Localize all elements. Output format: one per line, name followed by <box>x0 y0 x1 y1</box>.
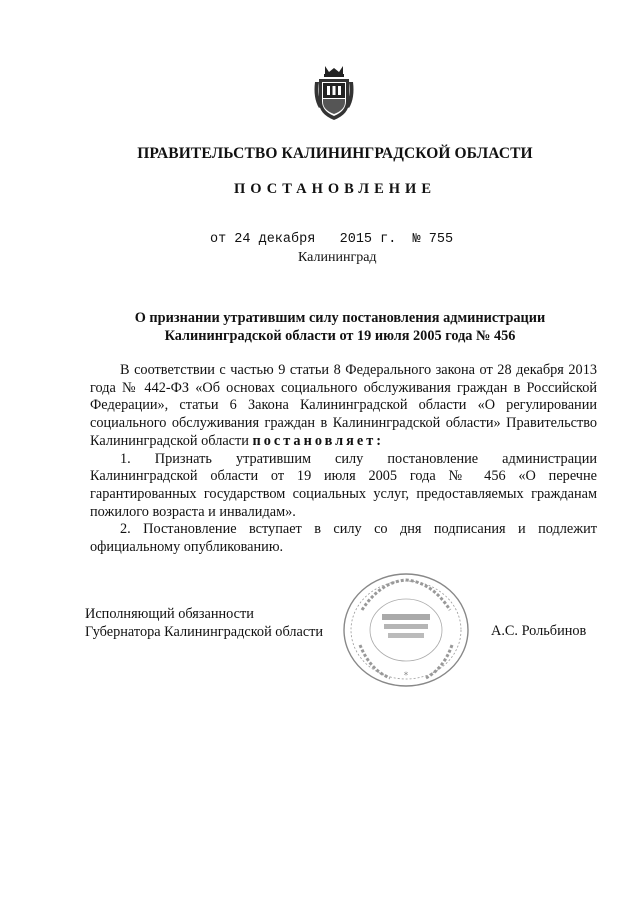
city: Калининград <box>298 250 377 265</box>
official-seal <box>340 570 472 690</box>
item-2: 2. Постановление вступает в силу со дня подписания и подлежит официальному опубликованию. <box>90 521 597 556</box>
subject-line-1: О признании утратившим силу постановления администрации <box>134 310 546 326</box>
preamble-paragraph <box>90 362 597 451</box>
position-line-2: Губернатора Калининградской области <box>85 624 324 640</box>
subject-line-2: Калининградской области от 19 июля 2005 года № 456 <box>164 328 516 344</box>
organization-title: ПРАВИТЕЛЬСТВО КАЛИНИНГРАДСКОЙ ОБЛАСТИ <box>137 145 533 162</box>
decree-word: постановляет: <box>252 432 385 449</box>
item-1: 1. Признать утратившим силу постановление администрации Калининградской области от 19 июля 2005 года № 456 «О перечне гарантированных государством социальных услуг, предоставляемых гражданам пожилого возраста и инвалидам». <box>90 450 597 520</box>
preamble-text: В соответствии с частью 9 статьи 8 Федерального закона от 28 декабря 2013 года № 442-ФЗ «Об основах социального обслуживания граждан в Российской Федерации», статьи 6 Закона Калининградской области «О регулировании социального обслуживания граждан в Калининградской области» Правительство Калининградской области <box>90 362 597 449</box>
document-body <box>90 362 597 557</box>
signatory-name: А.С. Рольбинов <box>491 623 587 639</box>
date-number-line: от 24 декабря 2015 г. № 755 <box>210 232 454 247</box>
coat-of-arms-icon <box>313 62 355 124</box>
signatory-position <box>85 605 323 641</box>
document-type: ПОСТАНОВЛЕНИЕ <box>233 181 436 197</box>
position-line-1: Исполняющий обязанности <box>85 606 254 622</box>
svg-text:*: * <box>403 671 409 681</box>
document-subject <box>100 309 580 345</box>
